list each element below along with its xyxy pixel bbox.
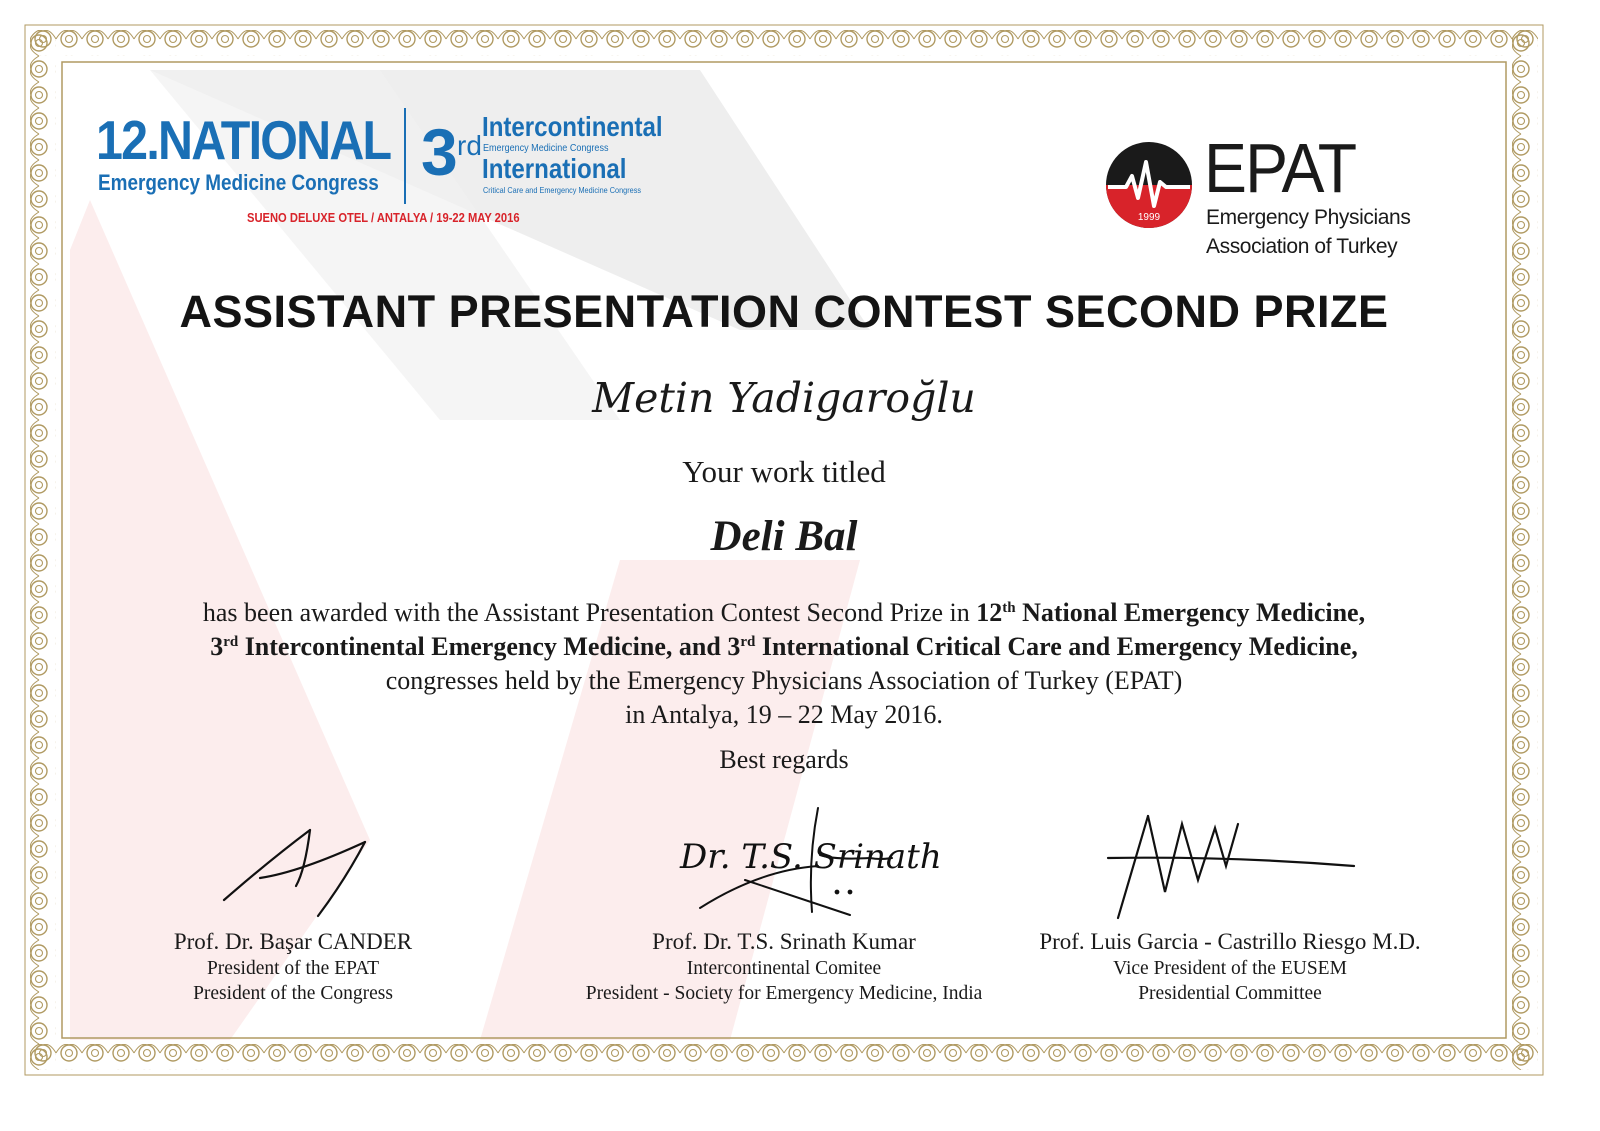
signatory-1 [53, 928, 533, 1006]
award-line-4: in Antalya, 19 – 22 May 2016. [625, 700, 943, 729]
award-line-3: congresses held by the Emergency Physicians Association of Turkey (EPAT) [385, 666, 1183, 695]
work-title: Deli Bal [710, 513, 858, 560]
signatory-role: Intercontinental Comitee [686, 958, 882, 979]
logo-national-subtitle: Emergency Medicine Congress [98, 170, 379, 195]
epat-name-line2: Association of Turkey [1206, 235, 1398, 258]
award-line-1: has been awarded with the Assistant Presentation Contest Second Prize in 12th National Emergency Medicine, [202, 598, 1366, 627]
signatory-name: Prof. Luis Garcia - Castrillo Riesgo M.D. [1039, 929, 1421, 954]
signatory-role: President of the EPAT [206, 958, 380, 979]
logo-divider [404, 108, 406, 204]
congress-logo [96, 108, 696, 238]
signatory-role: President of the Congress [193, 983, 393, 1004]
epat-logo [1104, 129, 1434, 268]
signatory-3 [990, 928, 1470, 1006]
signatory-role: Vice President of the EUSEM [1113, 958, 1347, 979]
logo-intercontinental: Intercontinental [482, 111, 663, 142]
signatory-2 [544, 928, 1024, 1006]
logo-international-subtitle: Critical Care and Emergency Medicine Congress [483, 185, 642, 195]
logo-ordinal: rd [457, 130, 482, 161]
logo-international: International [482, 153, 627, 184]
signatory-name: Prof. Dr. Başar CANDER [173, 929, 413, 954]
signature-2-text: Dr. T.S. Srinath [680, 837, 942, 877]
logo-national-text: 12.NATIONAL [96, 109, 391, 171]
epat-year: 1999 [1137, 212, 1161, 223]
work-label: Your work titled [682, 454, 886, 489]
epat-name-line1: Emergency Physicians [1206, 206, 1411, 229]
recipient-name: Metin Yadigaroğlu [592, 374, 976, 422]
epat-emblem-icon [1104, 140, 1194, 230]
epat-acronym: EPAT [1204, 129, 1356, 207]
logo-number: 3 [421, 115, 458, 189]
award-line-2: 3rd Intercontinental Emergency Medicine, and 3rd International Critical Care and Emergency Medicine, [210, 632, 1358, 661]
closing-regards: Best regards [719, 745, 849, 774]
signatory-role: President - Society for Emergency Medicine, India [585, 983, 983, 1004]
signatory-role: Presidential Committee [1138, 983, 1322, 1004]
signatory-name: Prof. Dr. T.S. Srinath Kumar [652, 929, 916, 954]
logo-venue: SUENO DELUXE OTEL / ANTALYA / 19-22 MAY 2016 [247, 210, 520, 225]
logo-intercontinental-subtitle: Emergency Medicine Congress [483, 142, 609, 154]
award-body [100, 596, 1468, 732]
certificate-title: ASSISTANT PRESENTATION CONTEST SECOND PRIZE [179, 286, 1389, 337]
